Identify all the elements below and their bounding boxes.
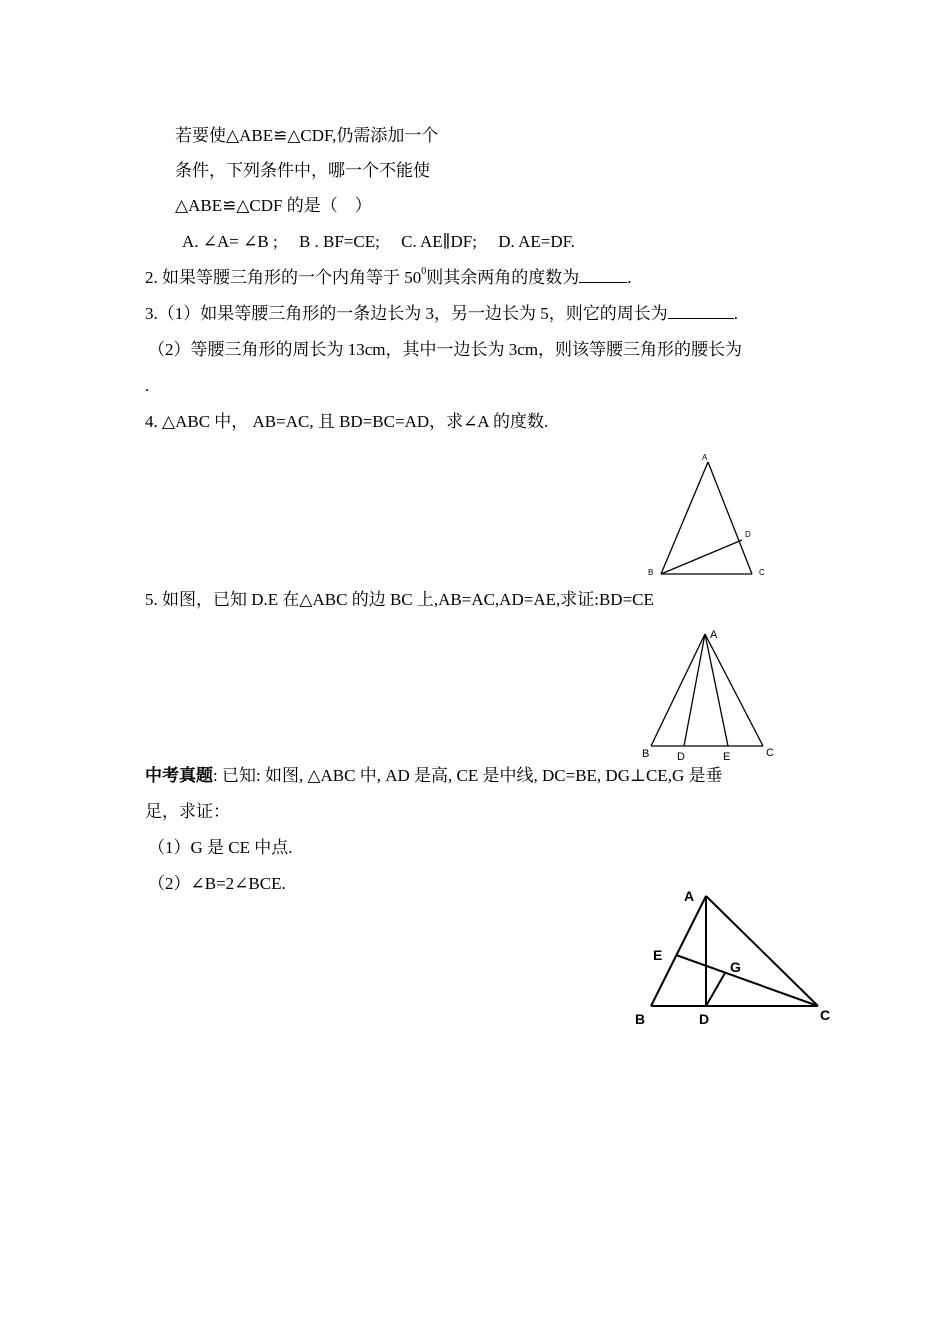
q2-end: . [627,268,632,287]
exam-line-2: 足，求证： [145,802,230,821]
exam-label-d: D [699,1011,710,1027]
q1-line-3: △ABE≌△CDF 的是（ ） [175,196,372,215]
q3-part-2-end: . [145,376,150,395]
q1-line-2: 条件，下列条件中，哪一个不能使 [175,161,430,180]
q3-part-1-end: . [733,304,738,323]
q4-label-a: A [702,453,708,462]
exam-intro-text: : 已知: 如图, △ABC 中, AD 是高, CE 是中线, DC=BE, DG⊥CE,G 是垂 [213,766,723,785]
exam-side-ac [706,896,818,1006]
exam-item-1: （1）G 是 CE 中点. [148,838,293,857]
q4-label-c: C [759,568,765,577]
exam-median-ce [676,955,818,1006]
q2-prefix: 2. 如果等腰三角形的一个内角等于 50 [145,268,422,287]
exam-label-e: E [653,947,663,963]
q2-suffix: 则其余两角的度数为 [426,268,580,287]
q5-label-e: E [723,751,731,763]
q3-part-1-text: 3.（1）如果等腰三角形的一条边长为 3，另一边长为 5，则它的周长为 [145,304,668,323]
q1-options: A. ∠A= ∠B ; B . BF=CE; C. AE∥DF; D. AE=DF. [182,232,575,251]
q5-text: 5. 如图，已知 D.E 在△ABC 的边 BC 上,AB=AC,AD=AE,求证:BD=CE [145,590,654,609]
exam-perpendicular-dg [706,973,725,1006]
exam-title: 中考真题 [145,766,213,785]
q5-label-a: A [710,629,718,641]
q4-label-d: D [745,530,751,539]
exam-label-b: B [635,1011,646,1027]
q5-label-b: B [642,748,650,760]
exam-label-c: C [820,1007,831,1023]
q4-label-b: B [648,568,654,577]
q5-label-c: C [766,747,774,759]
exam-label-g: G [730,959,741,975]
q1-line-1: 若要使△ABE≌△CDF,仍需添加一个 [175,126,439,145]
q4-text: 4. △ABC 中， AB=AC, 且 BD=BC=AD，求∠A 的度数. [145,412,549,431]
exam-label-a: A [684,888,695,904]
q3-part-2: （2）等腰三角形的周长为 13cm，其中一边长为 3cm，则该等腰三角形的腰长为 [148,340,743,359]
q2-degree-sup: 0 [421,266,427,278]
exam-item-2: （2）∠B=2∠BCE. [148,874,286,893]
q5-label-d: D [677,751,685,763]
